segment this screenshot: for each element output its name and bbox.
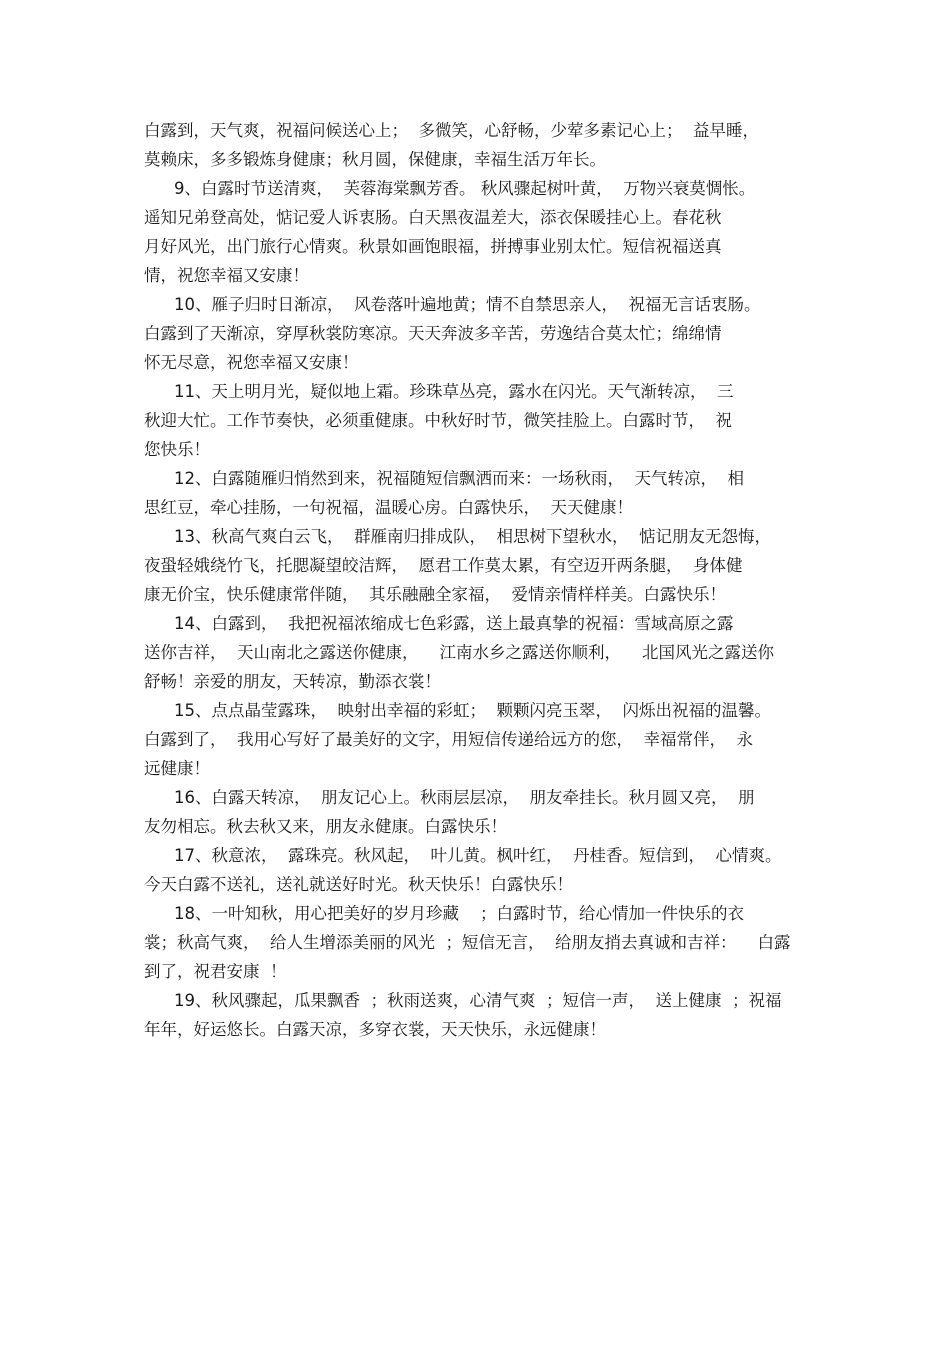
paragraph-13 — [144, 522, 810, 609]
paragraph-line: 12、白露随雁归悄然到来，祝福随短信飘洒而来：一场秋雨， 天气转凉， 相 — [174, 469, 744, 488]
paragraph-intro — [144, 116, 810, 174]
paragraph-line: 今天白露不送礼，送礼就送好时光。秋天快乐！白露快乐！ — [144, 875, 573, 894]
paragraph-line: 夜蛩轻娥绕竹飞，托腮凝望皎洁辉， 愿君工作莫太累，有空迈开两条腿， 身体健 — [144, 556, 743, 575]
paragraph-line: 17、秋意浓， 露珠亮。秋风起， 叶儿黄。枫叶红， 丹桂香。短信到， 心情爽。 — [174, 846, 782, 865]
paragraph-line: 情，祝您幸福又安康！ — [144, 266, 309, 285]
paragraph-11 — [144, 377, 810, 464]
paragraph-line: 友勿相忘。秋去秋又来，朋友永健康。白露快乐！ — [144, 817, 507, 836]
paragraph-line: 白露到了， 我用心写好了最美好的文字，用短信传递给远方的您， 幸福常伴， 永 — [144, 730, 753, 749]
paragraph-line: 白露到，天气爽，祝福问候送心上； 多微笑，心舒畅，少荤多素记心上； 益早睡， — [144, 121, 759, 140]
paragraph-line: 年年，好运悠长。白露天凉，多穿衣裳，天天快乐，永远健康！ — [144, 1020, 606, 1039]
paragraph-line: 到了，祝君安康 ！ — [144, 962, 287, 981]
paragraph-line: 舒畅！亲爱的朋友，天转凉，勤添衣裳！ — [144, 672, 441, 691]
paragraph-16 — [144, 783, 810, 841]
paragraph-line: 裳；秋高气爽， 给人生增添美丽的风光 ；短信无言， 给朋友捎去真诚和吉祥： 白露 — [144, 933, 791, 952]
paragraph-line: 思红豆，牵心挂肠，一句祝福，温暖心房。白露快乐， 天天健康！ — [144, 498, 633, 517]
paragraph-line: 怀无尽意，祝您幸福又安康！ — [144, 353, 359, 372]
paragraph-line: 9、白露时节送清爽， 芙蓉海棠飘芳香。 秋风骤起树叶黄， 万物兴衰莫惆怅。 — [174, 179, 756, 198]
paragraph-18 — [144, 899, 810, 986]
paragraph-line: 白露到了天渐凉，穿厚秋裳防寒凉。天天奔波多辛苦，劳逸结合莫太忙；绵绵情 — [144, 324, 722, 343]
paragraph-line: 远健康！ — [144, 759, 210, 778]
document-body — [144, 116, 810, 1044]
paragraph-line: 18、一叶知秋，用心把美好的岁月珍藏 ；白露时节，给心情加一件快乐的衣 — [174, 904, 744, 923]
paragraph-14 — [144, 609, 810, 696]
paragraph-15 — [144, 696, 810, 783]
paragraph-line: 送你吉祥， 天山南北之露送你健康， 江南水乡之露送你顺利， 北国风光之露送你 — [144, 643, 774, 662]
paragraph-line: 14、白露到， 我把祝福浓缩成七色彩露，送上最真挚的祝福：雪域高原之露 — [174, 614, 734, 633]
paragraph-line: 15、点点晶莹露珠， 映射出幸福的彩虹； 颗颗闪亮玉翠， 闪烁出祝福的温馨。 — [174, 701, 771, 720]
paragraph-line: 您快乐！ — [144, 440, 210, 459]
paragraph-line: 秋迎大忙。工作节奏快，必须重健康。中秋好时节，微笑挂脸上。白露时节， 祝 — [144, 411, 732, 430]
paragraph-line: 13、秋高气爽白云飞， 群雁南归排成队， 相思树下望秋水， 惦记朋友无怨悔， — [174, 527, 771, 546]
paragraph-17 — [144, 841, 810, 899]
paragraph-line: 莫赖床，多多锻炼身健康；秋月圆，保健康，幸福生活万年长。 — [144, 150, 606, 169]
paragraph-9 — [144, 174, 810, 290]
paragraph-line: 康无价宝，快乐健康常伴随， 其乐融融全家福， 爱情亲情样样美。白露快乐！ — [144, 585, 726, 604]
paragraph-line: 11、天上明月光，疑似地上霜。珍珠草丛亮，露水在闪光。天气渐转凉， 三 — [174, 382, 734, 401]
paragraph-19 — [144, 986, 810, 1044]
paragraph-12 — [144, 464, 810, 522]
paragraph-line: 16、白露天转凉， 朋友记心上。秋雨层层凉， 朋友牵挂长。秋月圆又亮， 朋 — [174, 788, 755, 807]
paragraph-line: 月好风光，出门旅行心情爽。秋景如画饱眼福，拼搏事业别太忙。短信祝福送真 — [144, 237, 722, 256]
paragraph-line: 10、雁子归时日渐凉， 风卷落叶遍地黄；情不自禁思亲人， 祝福无言话衷肠。 — [174, 295, 761, 314]
paragraph-10 — [144, 290, 810, 377]
paragraph-line: 19、秋风骤起，瓜果飘香 ；秋雨送爽，心清气爽 ；短信一声， 送上健康 ；祝福 — [174, 991, 782, 1010]
paragraph-line: 遥知兄弟登高处，惦记爱人诉衷肠。白天黑夜温差大，添衣保暖挂心上。春花秋 — [144, 208, 722, 227]
